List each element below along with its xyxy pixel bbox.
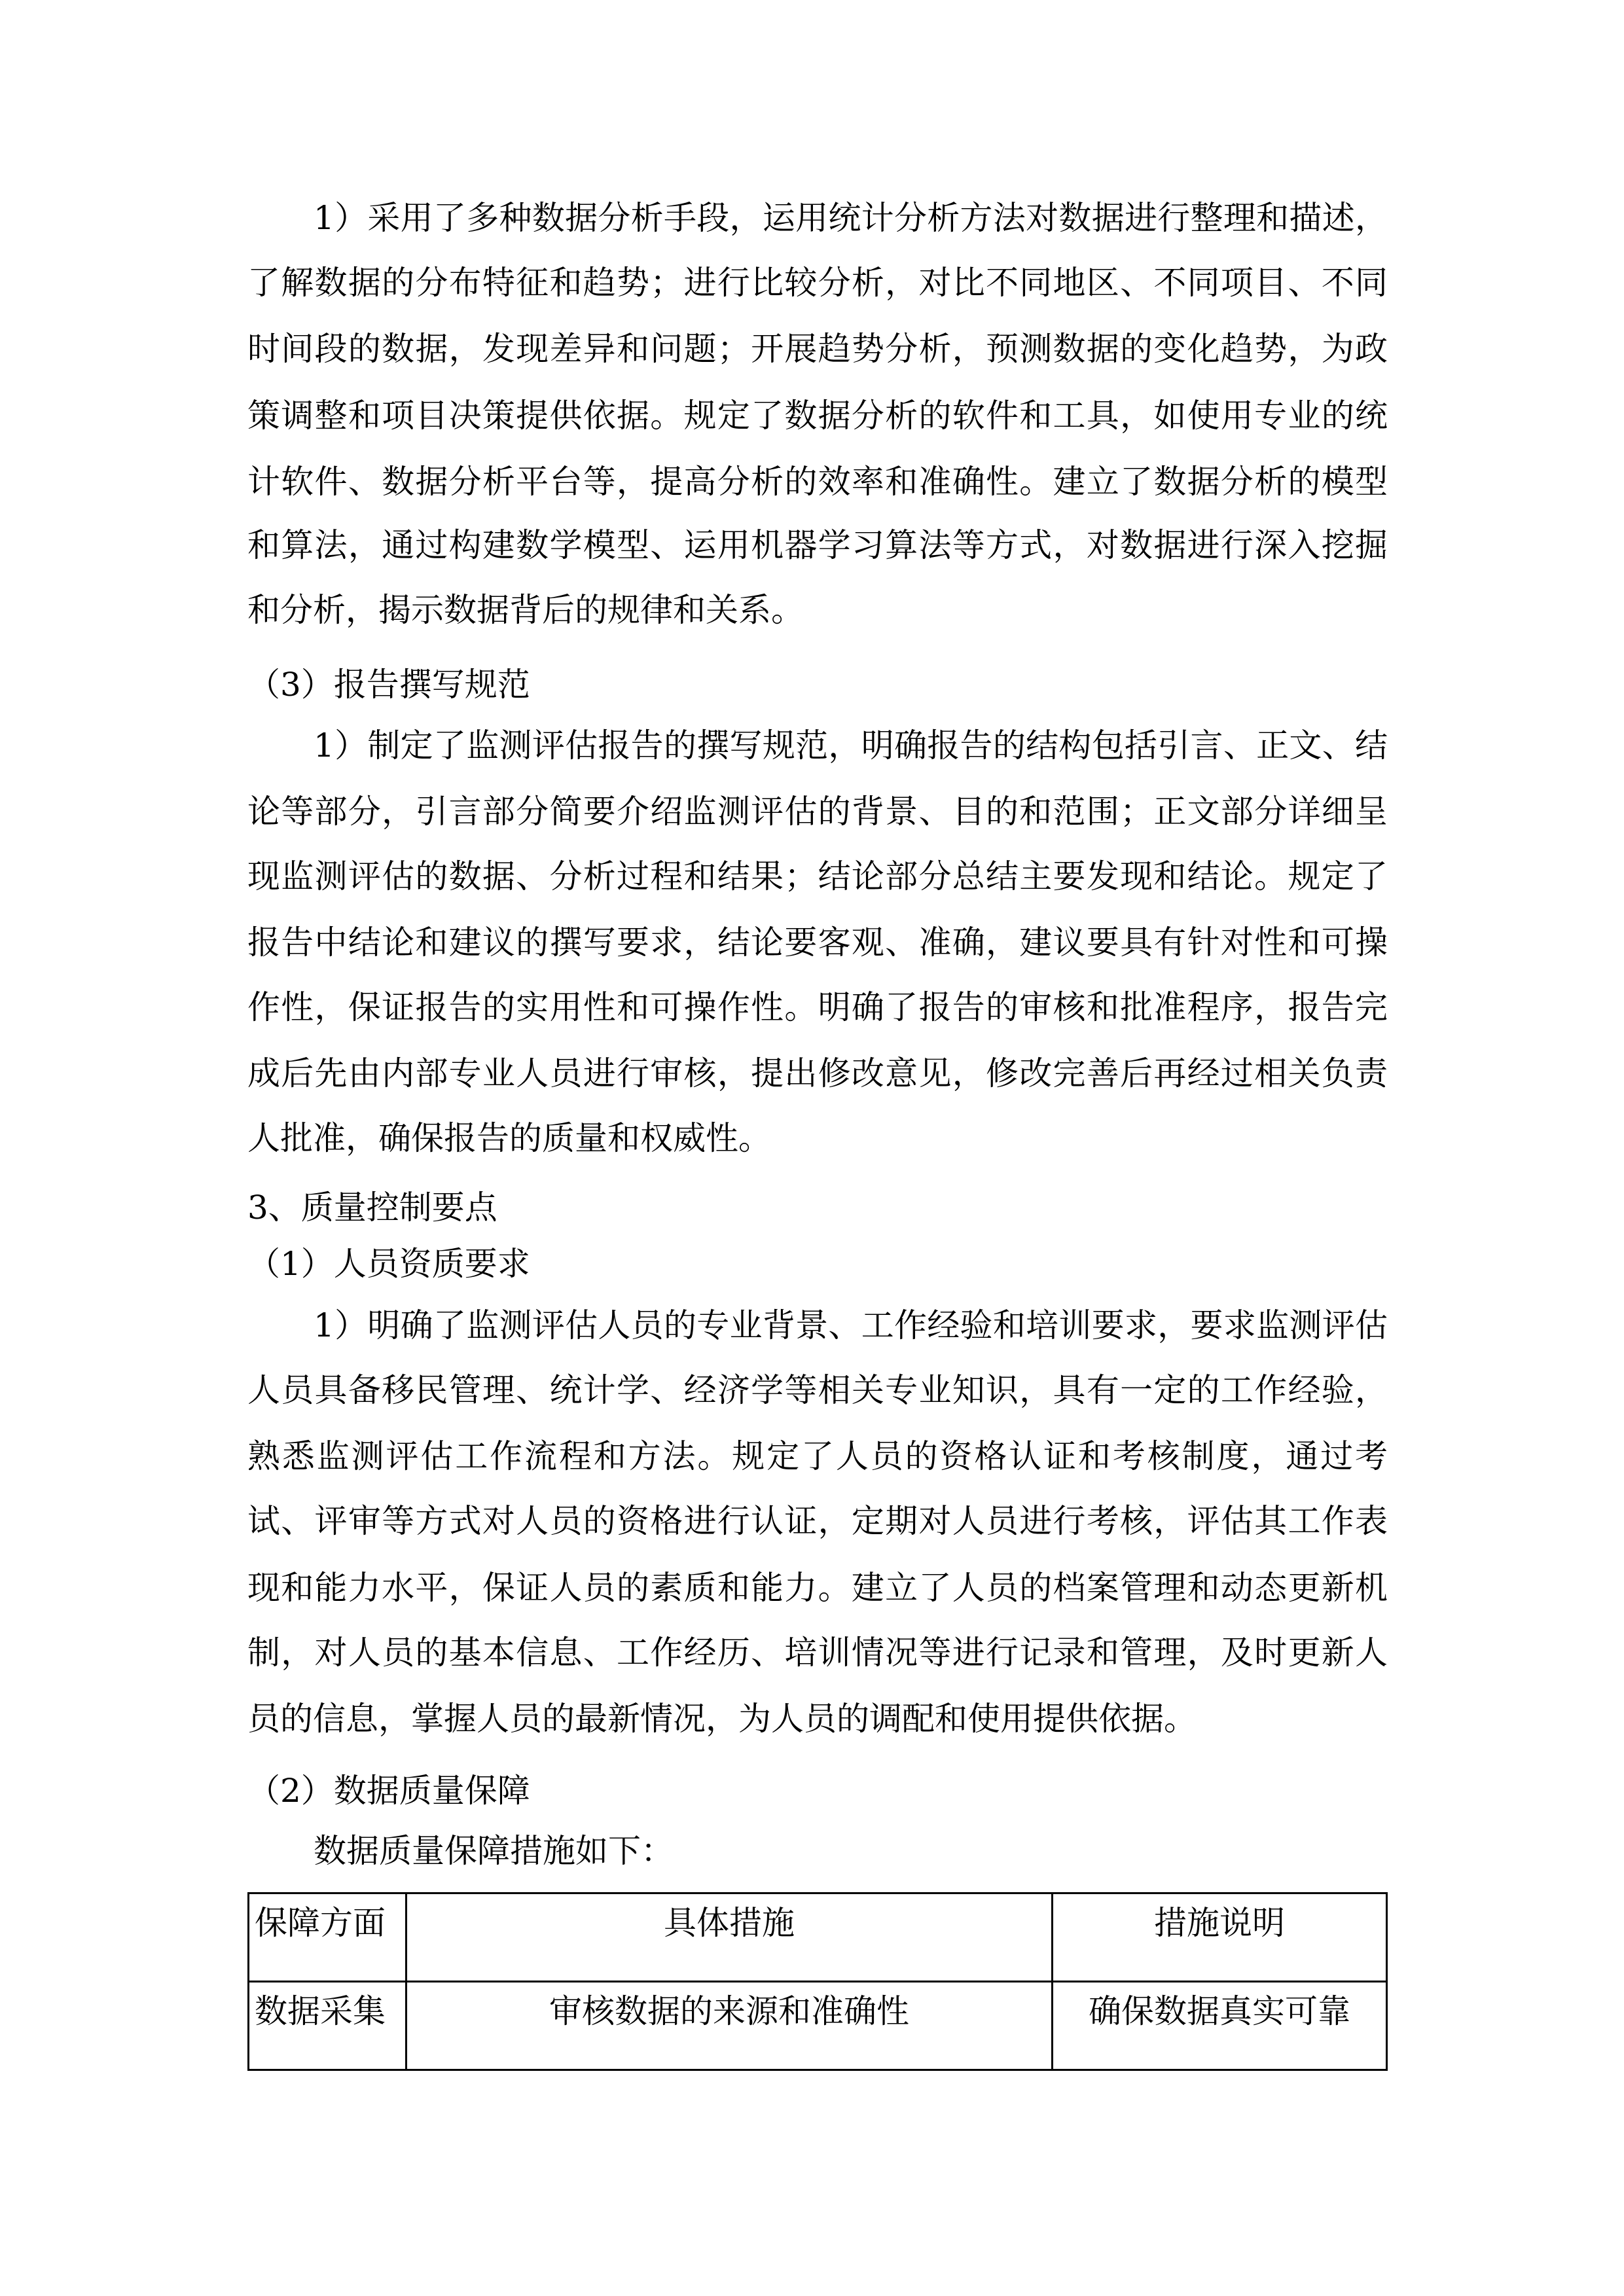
table-header-row — [249, 1893, 1387, 1982]
paragraph-line: 作性，保证报告的实用性和可操作性。明确了报告的审核和批准程序，报告完 — [247, 988, 1388, 1026]
table-cell: 审核数据的来源和准确性 — [406, 1982, 1053, 2070]
paragraph-line: 制，对人员的基本信息、工作经历、培训情况等进行记录和管理，及时更新人 — [247, 1634, 1388, 1672]
paragraph-line: 成后先由内部专业人员进行审核，提出修改意见，修改完善后再经过相关负责 — [247, 1054, 1388, 1092]
paragraph-line: 试、评审等方式对人员的资格进行认证，定期对人员进行考核，评估其工作表 — [247, 1502, 1388, 1540]
paragraph-line: 和分析，揭示数据背后的规律和关系。 — [247, 591, 804, 629]
table-row — [249, 1982, 1387, 2070]
paragraph-line: 了解数据的分布特征和趋势；进行比较分析，对比不同地区、不同项目、不同 — [247, 264, 1388, 302]
paragraph-line: 1）明确了监测评估人员的专业背景、工作经验和培训要求，要求监测评估 — [314, 1306, 1388, 1344]
table-header-cell: 具体措施 — [406, 1893, 1053, 1982]
table-cell: 数据采集 — [249, 1982, 406, 2070]
table-cell: 确保数据真实可靠 — [1053, 1982, 1387, 2070]
paragraph-line: 时间段的数据，发现差异和问题；开展趋势分析，预测数据的变化趋势，为政 — [247, 330, 1388, 368]
paragraph-line: 熟悉监测评估工作流程和方法。规定了人员的资格认证和考核制度，通过考 — [247, 1437, 1388, 1475]
section-heading: （2）数据质量保障 — [247, 1772, 530, 1810]
paragraph-line: 策调整和项目决策提供依据。规定了数据分析的软件和工具，如使用专业的统 — [247, 397, 1388, 435]
section-heading: 3、质量控制要点 — [247, 1189, 497, 1227]
paragraph-line: 论等部分，引言部分简要介绍监测评估的背景、目的和范围；正文部分详细呈 — [247, 793, 1388, 831]
paragraph-line: 现和能力水平，保证人员的素质和能力。建立了人员的档案管理和动态更新机 — [247, 1569, 1388, 1607]
section-heading: （1）人员资质要求 — [247, 1245, 530, 1283]
table-header-cell: 措施说明 — [1053, 1893, 1387, 1982]
data-quality-table — [247, 1892, 1388, 2071]
paragraph-line: 报告中结论和建议的撰写要求，结论要客观、准确，建议要具有针对性和可操 — [247, 924, 1388, 961]
paragraph-line: 1）制定了监测评估报告的撰写规范，明确报告的结构包括引言、正文、结 — [314, 726, 1388, 764]
paragraph-line: 人批准，确保报告的质量和权威性。 — [247, 1119, 771, 1157]
paragraph-line: 和算法，通过构建数学模型、运用机器学习算法等方式，对数据进行深入挖掘 — [247, 526, 1388, 564]
paragraph-line: 1）采用了多种数据分析手段，运用统计分析方法对数据进行整理和描述， — [314, 199, 1388, 237]
section-heading: （3）报告撰写规范 — [247, 666, 530, 704]
paragraph-line: 人员具备移民管理、统计学、经济学等相关专业知识，具有一定的工作经验， — [247, 1371, 1388, 1409]
table-header-cell: 保障方面 — [249, 1893, 406, 1982]
paragraph-line: 员的信息，掌握人员的最新情况，为人员的调配和使用提供依据。 — [247, 1700, 1197, 1738]
intro-text: 数据质量保障措施如下： — [314, 1832, 674, 1870]
paragraph-line: 现监测评估的数据、分析过程和结果；结论部分总结主要发现和结论。规定了 — [247, 857, 1388, 895]
paragraph-line: 计软件、数据分析平台等，提高分析的效率和准确性。建立了数据分析的模型 — [247, 463, 1388, 501]
